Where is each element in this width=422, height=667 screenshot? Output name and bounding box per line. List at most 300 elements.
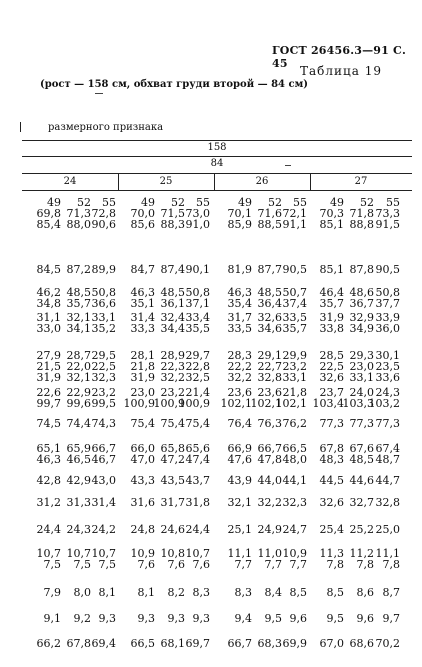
table-cell: 23,2	[160, 386, 185, 399]
document-code: ГОСТ 26456.3—91 С. 45	[272, 44, 407, 70]
table-cell: 22,0	[66, 360, 91, 373]
table-cell: 24,3	[66, 523, 91, 536]
table-cell: 33,1	[349, 371, 374, 384]
table-cell: 87,2	[66, 263, 91, 276]
table-cell: 9,7	[382, 612, 400, 625]
table-cell: 91,0	[185, 218, 210, 231]
table-cell: 65,8	[160, 442, 185, 455]
table-cell: 44,5	[319, 474, 344, 487]
rule-chest	[22, 173, 412, 174]
table-cell: 69,8	[36, 207, 61, 220]
chest-header: 84	[210, 158, 224, 169]
table-cell: 47,4	[185, 453, 210, 466]
table-cell: 7,6	[137, 558, 155, 571]
table-cell: 55	[196, 196, 210, 209]
table-cell: 66,5	[282, 442, 307, 455]
table-cell: 67,4	[375, 442, 400, 455]
table-cell: 35,2	[91, 322, 116, 335]
table-cell: 23,2	[91, 386, 116, 399]
table-cell: 75,4	[130, 417, 155, 430]
table-cell: 102,1	[220, 397, 252, 410]
table-cell: 66,5	[130, 637, 155, 650]
table-cell: 22,9	[66, 386, 91, 399]
table-cell: 70,3	[319, 207, 344, 220]
table-cell: 100,9	[178, 397, 210, 410]
table-cell: 8,7	[382, 586, 400, 599]
table-cell: 9,6	[289, 612, 307, 625]
table-cell: 46,4	[319, 286, 344, 299]
table-cell: 32,9	[349, 311, 374, 324]
group-header-27: 27	[354, 176, 368, 187]
table-cell: 72,8	[91, 207, 116, 220]
table-cell: 85,4	[36, 218, 61, 231]
table-cell: 7,5	[73, 558, 91, 571]
rule-height	[22, 156, 412, 157]
table-cell: 85,6	[130, 218, 155, 231]
height-header: 158	[207, 142, 227, 153]
table-cell: 29,9	[282, 349, 307, 362]
table-cell: 29,1	[257, 349, 282, 362]
table-cell: 11,1	[227, 547, 252, 560]
table-cell: 9,3	[137, 612, 155, 625]
table-cell: 44,0	[257, 474, 282, 487]
table-cell: 48,5	[160, 286, 185, 299]
group-header-24: 24	[63, 176, 77, 187]
table-cell: 37,1	[185, 297, 210, 310]
table-cell: 66,2	[36, 637, 61, 650]
table-cell: 87,8	[349, 263, 374, 276]
table-cell: 8,3	[234, 586, 252, 599]
table-cell: 89,9	[91, 263, 116, 276]
group-divider	[310, 173, 311, 190]
table-cell: 70,1	[227, 207, 252, 220]
table-cell: 34,8	[36, 297, 61, 310]
table-cell: 21,5	[36, 360, 61, 373]
table-cell: 47,6	[227, 453, 252, 466]
table-cell: 27,9	[36, 349, 61, 362]
table-cell: 66,0	[130, 442, 155, 455]
table-cell: 32,2	[160, 371, 185, 384]
table-cell: 21,8	[282, 386, 307, 399]
table-cell: 10,7	[66, 547, 91, 560]
table-cell: 25,4	[319, 523, 344, 536]
table-cell: 7,7	[289, 558, 307, 571]
table-cell: 8,3	[192, 586, 210, 599]
table-cell: 88,3	[160, 218, 185, 231]
table-cell: 90,5	[282, 263, 307, 276]
table-cell: 43,9	[227, 474, 252, 487]
table-cell: 74,3	[91, 417, 116, 430]
table-cell: 48,5	[349, 453, 374, 466]
table-cell: 7,7	[234, 558, 252, 571]
table-cell: 8,6	[356, 586, 374, 599]
table-cell: 50,8	[91, 286, 116, 299]
table-title: Таблица 19	[300, 64, 382, 78]
group-divider	[118, 173, 119, 190]
table-cell: 24,6	[160, 523, 185, 536]
table-cell: 32,7	[349, 496, 374, 509]
table-cell: 7,8	[326, 558, 344, 571]
table-cell: 24,2	[91, 523, 116, 536]
table-cell: 32,3	[282, 496, 307, 509]
table-cell: 77,3	[349, 417, 374, 430]
table-cell: 99,5	[91, 397, 116, 410]
table-cell: 31,3	[66, 496, 91, 509]
table-cell: 68,6	[349, 637, 374, 650]
table-cell: 47,8	[257, 453, 282, 466]
table-cell: 11,3	[319, 547, 344, 560]
table-cell: 34,9	[349, 322, 374, 335]
group-header-26: 26	[255, 176, 269, 187]
table-cell: 10,7	[36, 547, 61, 560]
table-cell: 46,7	[91, 453, 116, 466]
table-cell: 88,0	[66, 218, 91, 231]
table-cell: 65,9	[66, 442, 91, 455]
table-cell: 91,5	[375, 218, 400, 231]
table-cell: 11,2	[349, 547, 374, 560]
table-cell: 67,0	[319, 637, 344, 650]
table-cell: 22,6	[36, 386, 61, 399]
table-cell: 35,7	[66, 297, 91, 310]
table-cell: 43,3	[130, 474, 155, 487]
table-cell: 9,1	[43, 612, 61, 625]
table-cell: 100,9	[123, 397, 155, 410]
table-cell: 7,7	[264, 558, 282, 571]
table-cell: 90,6	[91, 218, 116, 231]
table-cell: 9,5	[326, 612, 344, 625]
table-cell: 7,6	[167, 558, 185, 571]
table-cell: 31,4	[91, 496, 116, 509]
table-cell: 32,3	[91, 371, 116, 384]
table-cell: 44,7	[375, 474, 400, 487]
table-cell: 25,1	[227, 523, 252, 536]
table-cell: 11,0	[257, 547, 282, 560]
table-cell: 74,5	[36, 417, 61, 430]
table-cell: 21,4	[185, 386, 210, 399]
table-cell: 24,3	[375, 386, 400, 399]
table-cell: 34,4	[160, 322, 185, 335]
table-cell: 99,7	[36, 397, 61, 410]
table-cell: 10,7	[91, 547, 116, 560]
table-cell: 8,0	[73, 586, 91, 599]
table-cell: 11,1	[375, 547, 400, 560]
table-cell: 67,8	[66, 637, 91, 650]
table-cell: 31,7	[227, 311, 252, 324]
table-cell: 32,2	[227, 371, 252, 384]
table-cell: 69,7	[185, 637, 210, 650]
table-cell: 91,1	[282, 218, 307, 231]
table-cell: 9,2	[73, 612, 91, 625]
table-cell: 43,0	[91, 474, 116, 487]
table-cell: 34,6	[257, 322, 282, 335]
table-cell: 46,2	[36, 286, 61, 299]
table-cell: 76,4	[227, 417, 252, 430]
table-cell: 23,0	[349, 360, 374, 373]
table-cell: 8,1	[137, 586, 155, 599]
table-cell: 70,0	[130, 207, 155, 220]
table-cell: 21,8	[130, 360, 155, 373]
table-cell: 52	[268, 196, 282, 209]
table-cell: 7,8	[382, 558, 400, 571]
table-cell: 65,1	[36, 442, 61, 455]
table-cell: 103,3	[342, 397, 374, 410]
table-cell: 9,3	[192, 612, 210, 625]
table-cell: 99,6	[66, 397, 91, 410]
table-cell: 87,4	[160, 263, 185, 276]
table-cell: 9,3	[98, 612, 116, 625]
table-cell: 33,0	[36, 322, 61, 335]
table-cell: 71,6	[257, 207, 282, 220]
table-cell: 31,7	[160, 496, 185, 509]
table-cell: 43,5	[160, 474, 185, 487]
table-cell: 28,9	[160, 349, 185, 362]
table-cell: 10,8	[160, 547, 185, 560]
table-cell: 32,8	[375, 496, 400, 509]
table-cell: 32,1	[66, 371, 91, 384]
table-cell: 75,4	[185, 417, 210, 430]
table-cell: 23,5	[375, 360, 400, 373]
table-cell: 48,5	[257, 286, 282, 299]
table-cell: 8,5	[289, 586, 307, 599]
table-cell: 23,2	[282, 360, 307, 373]
table-cell: 47,2	[160, 453, 185, 466]
table-cell: 69,9	[282, 637, 307, 650]
table-cell: 49	[141, 196, 155, 209]
table-cell: 50,8	[375, 286, 400, 299]
table-cell: 32,8	[257, 371, 282, 384]
table-cell: 75,4	[160, 417, 185, 430]
table-cell: 81,9	[227, 263, 252, 276]
table-cell: 24,8	[130, 523, 155, 536]
table-cell: 71,3	[66, 207, 91, 220]
table-cell: 68,1	[160, 637, 185, 650]
table-cell: 103,2	[368, 397, 400, 410]
table-cell: 7,5	[98, 558, 116, 571]
table-cell: 43,7	[185, 474, 210, 487]
table-cell: 22,5	[91, 360, 116, 373]
table-cell: 47,0	[130, 453, 155, 466]
table-cell: 22,5	[319, 360, 344, 373]
table-cell: 55	[102, 196, 116, 209]
table-cell: 31,6	[130, 496, 155, 509]
table-cell: 90,1	[185, 263, 210, 276]
table-cell: 73,3	[375, 207, 400, 220]
table-cell: 29,7	[185, 349, 210, 362]
table-cell: 9,5	[264, 612, 282, 625]
table-cell: 24,0	[349, 386, 374, 399]
table-cell: 67,8	[319, 442, 344, 455]
table-cell: 9,3	[167, 612, 185, 625]
table-cell: 90,5	[375, 263, 400, 276]
table-cell: 25,0	[375, 523, 400, 536]
table-cell: 76,3	[257, 417, 282, 430]
table-cell: 36,6	[91, 297, 116, 310]
table-cell: 28,7	[66, 349, 91, 362]
table-cell: 88,5	[257, 218, 282, 231]
table-cell: 32,5	[185, 371, 210, 384]
table-cell: 28,5	[319, 349, 344, 362]
table-cell: 7,6	[192, 558, 210, 571]
table-cell: 55	[293, 196, 307, 209]
table-cell: 49	[330, 196, 344, 209]
table-cell: 52	[171, 196, 185, 209]
table-cell: 7,9	[43, 586, 61, 599]
table-cell: 70,2	[375, 637, 400, 650]
table-cell: 29,5	[91, 349, 116, 362]
table-cell: 7,8	[356, 558, 374, 571]
table-cell: 87,7	[257, 263, 282, 276]
rule-groups	[22, 190, 412, 191]
table-cell: 31,9	[319, 311, 344, 324]
table-cell: 52	[360, 196, 374, 209]
table-cell: 10,9	[282, 547, 307, 560]
table-cell: 77,3	[375, 417, 400, 430]
table-cell: 23,7	[319, 386, 344, 399]
table-cell: 42,8	[36, 474, 61, 487]
table-cell: 76,2	[282, 417, 307, 430]
table-cell: 46,3	[130, 286, 155, 299]
table-cell: 84,7	[130, 263, 155, 276]
table-cell: 77,3	[319, 417, 344, 430]
table-cell: 24,7	[282, 523, 307, 536]
table-cell: 8,4	[264, 586, 282, 599]
table-top-rule	[22, 140, 412, 141]
table-cell: 32,1	[66, 311, 91, 324]
table-cell: 34,1	[66, 322, 91, 335]
table-cell: 10,9	[130, 547, 155, 560]
table-cell: 50,7	[282, 286, 307, 299]
table-cell: 32,4	[160, 311, 185, 324]
table-cell: 85,1	[319, 263, 344, 276]
table-cell: 35,5	[185, 322, 210, 335]
table-cell: 84,5	[36, 263, 61, 276]
table-cell: 35,1	[130, 297, 155, 310]
table-cell: 49	[47, 196, 61, 209]
table-cell: 23,6	[227, 386, 252, 399]
table-cell: 8,2	[167, 586, 185, 599]
margin-mark	[20, 122, 21, 132]
table-cell: 67,6	[349, 442, 374, 455]
table-cell: 74,4	[66, 417, 91, 430]
table-cell: 33,1	[91, 311, 116, 324]
table-cell: 7,5	[43, 558, 61, 571]
table-cell: 68,3	[257, 637, 282, 650]
table-cell: 35,7	[319, 297, 344, 310]
table-cell: 48,3	[319, 453, 344, 466]
group-header-25: 25	[159, 176, 173, 187]
table-cell: 32,1	[227, 496, 252, 509]
table-cell: 31,4	[130, 311, 155, 324]
table-cell: 23,6	[257, 386, 282, 399]
table-cell: 85,9	[227, 218, 252, 231]
table-cell: 36,0	[375, 322, 400, 335]
table-cell: 102,1	[275, 397, 307, 410]
table-cell: 69,4	[91, 637, 116, 650]
table-cell: 36,1	[160, 297, 185, 310]
table-cell: 48,0	[282, 453, 307, 466]
table-cell: 32,2	[257, 496, 282, 509]
table-cell: 88,8	[349, 218, 374, 231]
table-cell: 35,7	[282, 322, 307, 335]
table-cell: 32,6	[319, 496, 344, 509]
table-cell: 8,1	[98, 586, 116, 599]
table-cell: 24,9	[257, 523, 282, 536]
table-cell: 33,5	[227, 322, 252, 335]
table-cell: 66,7	[91, 442, 116, 455]
table-cell: 102,1	[250, 397, 282, 410]
table-cell: 31,8	[185, 496, 210, 509]
table-cell: 28,1	[130, 349, 155, 362]
table-cell: 37,4	[282, 297, 307, 310]
table-cell: 50,8	[185, 286, 210, 299]
table-cell: 72,1	[282, 207, 307, 220]
table-cell: 22,8	[185, 360, 210, 373]
table-cell: 33,9	[375, 311, 400, 324]
table-cell: 33,8	[319, 322, 344, 335]
table-cell: 37,7	[375, 297, 400, 310]
table-cell: 36,7	[349, 297, 374, 310]
table-cell: 33,6	[375, 371, 400, 384]
table-cell: 35,4	[227, 297, 252, 310]
table-cell: 71,5	[160, 207, 185, 220]
table-cell: 44,1	[282, 474, 307, 487]
table-cell: 46,5	[66, 453, 91, 466]
table-cell: 85,1	[319, 218, 344, 231]
table-cell: 9,6	[356, 612, 374, 625]
table-cell: 32,6	[319, 371, 344, 384]
table-cell: 30,1	[375, 349, 400, 362]
table-cell: 22,3	[160, 360, 185, 373]
table-cell: 9,4	[234, 612, 252, 625]
table-cell: 66,7	[257, 442, 282, 455]
table-cell: 33,3	[130, 322, 155, 335]
table-cell: 48,7	[375, 453, 400, 466]
dash-mark	[95, 93, 103, 94]
table-cell: 65,6	[185, 442, 210, 455]
table-cell: 24,4	[185, 523, 210, 536]
table-cell: 32,6	[257, 311, 282, 324]
table-cell: 48,6	[349, 286, 374, 299]
table-cell: 44,6	[349, 474, 374, 487]
table-cell: 22,2	[227, 360, 252, 373]
table-cell: 42,9	[66, 474, 91, 487]
table-cell: 66,7	[227, 637, 252, 650]
table-cell: 31,1	[36, 311, 61, 324]
table-cell: 100,9	[153, 397, 185, 410]
table-cell: 33,1	[282, 371, 307, 384]
table-cell: 23,0	[130, 386, 155, 399]
table-cell: 24,4	[36, 523, 61, 536]
table-cell: 33,5	[282, 311, 307, 324]
table-cell: 31,9	[130, 371, 155, 384]
table-cell: 33,4	[185, 311, 210, 324]
table-cell: 49	[238, 196, 252, 209]
dash-mark-2	[285, 165, 291, 166]
table-cell: 52	[77, 196, 91, 209]
table-cell: 48,5	[66, 286, 91, 299]
table-cell: 66,9	[227, 442, 252, 455]
table-cell: 71,8	[349, 207, 374, 220]
table-cell: 31,2	[36, 496, 61, 509]
group-divider	[214, 173, 215, 190]
table-cell: 31,9	[36, 371, 61, 384]
table-cell: 46,3	[36, 453, 61, 466]
table-cell: 10,7	[185, 547, 210, 560]
table-cell: 46,3	[227, 286, 252, 299]
table-cell: 29,3	[349, 349, 374, 362]
table-cell: 8,5	[326, 586, 344, 599]
table-cell: 55	[386, 196, 400, 209]
